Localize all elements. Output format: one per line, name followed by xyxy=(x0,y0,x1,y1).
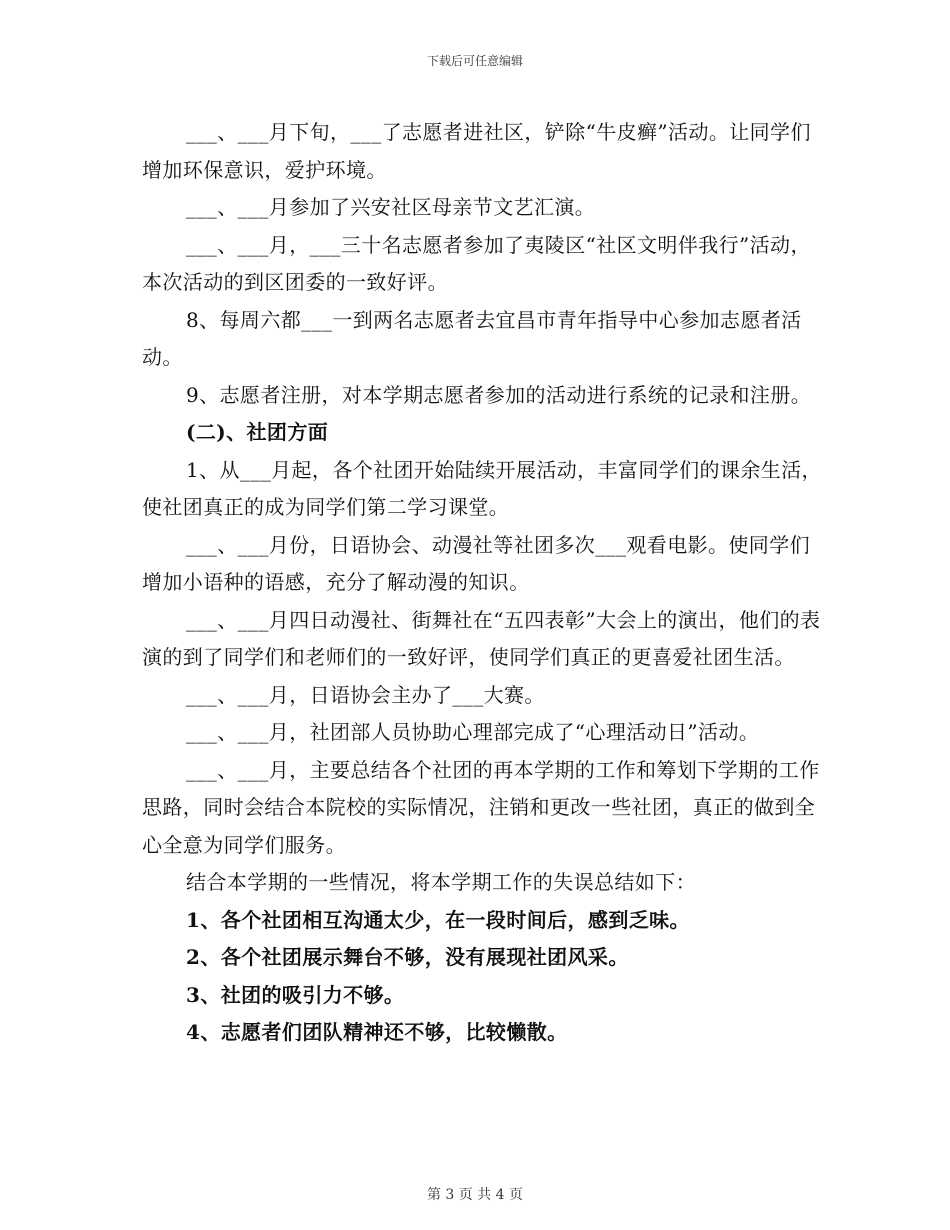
paragraph-mistakes-intro: 结合本学期的一些情况，将本学期工作的失误总结如下： xyxy=(186,870,696,894)
paragraph-clubs-start-activities: 1、从___月起，各个社团开始陆续开展活动，丰富同学们的课余生活，使社团真正的成为同学们第二学习课堂。 xyxy=(142,457,822,519)
paragraph-mothers-day-performance: ___、___月参加了兴安社区母亲节文艺汇演。 xyxy=(186,195,596,219)
page-number: 第 3 页 共 4 页 xyxy=(426,1187,524,1203)
summary-point-stage: 2、各个社团展示舞台不够，没有展现社团风采。 xyxy=(186,945,629,969)
paragraph-youth-center-volunteering: 8、每周六都___一到两名志愿者去宜昌市青年指导中心参加志愿者活动。 xyxy=(142,307,802,369)
paragraph-volunteer-community-cleanup: ___、___月下旬，___了志愿者进社区，铲除“牛皮癣”活动。让同学们增加环保意识，爱护环境。 xyxy=(142,120,811,182)
paragraph-psychology-day: ___、___月，社团部人员协助心理部完成了“心理活动日”活动。 xyxy=(186,720,760,744)
paragraph-semester-summary-plan: ___、___月，主要总结各个社团的再本学期的工作和筹划下学期的工作思路，同时会结合本院校的实际情况，注销和更改一些社团，真正的做到全心全意为同学们服务。 xyxy=(142,757,820,857)
section-heading-clubs: (二)、社团方面 xyxy=(186,420,329,444)
paragraph-may-fourth-performance: ___、___月四日动漫社、街舞社在“五四表彰”大会上的演出，他们的表演的到了同学们和老师们的一致好评，使同学们真正的更喜爱社团生活。 xyxy=(142,607,821,669)
download-note: 下载后可任意编辑 xyxy=(426,54,523,68)
paragraph-japanese-anime-movies: ___、___月份，日语协会、动漫社等社团多次___观看电影。使同学们增加小语种的语感，充分了解动漫的知识。 xyxy=(142,532,810,594)
summary-point-team-spirit: 4、志愿者们团队精神还不够，比较懒散。 xyxy=(186,1020,568,1044)
summary-point-communication: 1、各个社团相互沟通太少，在一段时间后，感到乏味。 xyxy=(186,907,690,932)
paragraph-civilization-activity: ___、___月，___三十名志愿者参加了夷陵区“社区文明伴我行”活动，本次活动的到区团委的一致好评。 xyxy=(142,232,811,294)
paragraph-japanese-contest: ___、___月，日语协会主办了___大赛。 xyxy=(186,682,545,707)
paragraph-volunteer-registration: 9、志愿者注册，对本学期志愿者参加的活动进行系统的记录和注册。 xyxy=(186,382,812,407)
document-body xyxy=(142,114,822,1052)
summary-point-attraction: 3、社团的吸引力不够。 xyxy=(186,982,405,1007)
